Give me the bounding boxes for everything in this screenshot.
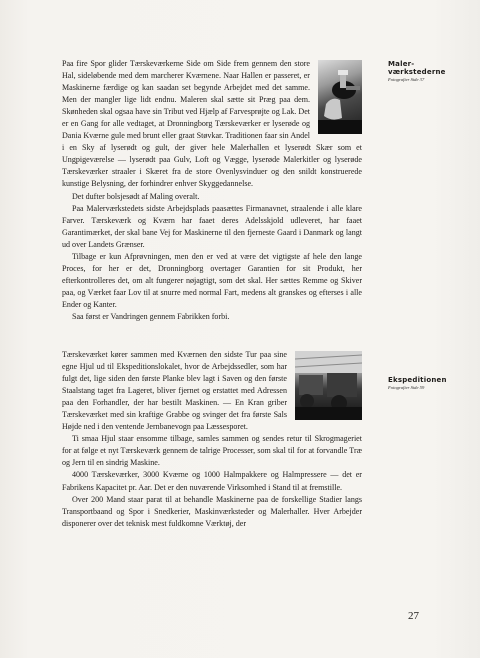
paragraph: Tærskeværket kører sammen med Kværnen den sidste Tur paa sine egne Hjul ud til Ekspeditionslokalet, hvor de Arbejdssedler, som har fulgt det, lige siden den første Planke blev lagt i Saven og den første Staalstang taget fra Lageret, bliver fjernet og erstattet med Adressen paa den Forhandler, der har bestilt Maskinen. — En Kran griber Tærskeværket med sin kraftige Grabbe og svinger det fra første Sals Højde ned i den ventende Jernbanevogn paa Læssesporet. — [62, 350, 287, 432]
text-block-expedition — [62, 349, 362, 530]
sidebar-title-line: Maler- — [388, 60, 415, 68]
sidebar-heading-expedition — [388, 376, 478, 391]
page-number: 27 — [408, 610, 419, 622]
sidebar-title — [388, 60, 478, 76]
sidebar-title — [388, 376, 478, 384]
paragraph: Over 200 Mand staar parat til at behandle Maskinerne paa de forskellige Stadier langs Transportbaand og Spor i Snedkerier, Maskinværksteder og Malerhaller. Hver Arbejder disponerer over det teknisk mest fuldkomne Værktøj, der — [62, 494, 362, 528]
hall-machinery-icon — [295, 351, 362, 420]
paragraph: Tilbage er kun Afprøvningen, men den er ved at være det vigtigste af hele den lange Proces, for her er det, Dronningborg overtager Garantien for sit Produkt, her efterkontrolleres det, om alt fungerer nøjagtigt, som det skal. Her sættes Remme og Skiver paa, og Værket faar Lov til at snurre med normal Fart, medens alt granskes og efterses i alle Ender og Kanter. — [62, 251, 362, 309]
sidebar-caption: Fotografier Side 59 — [388, 385, 425, 390]
paragraph: Paa Malerværkstedets sidste Arbejdsplads paasættes Firmanavnet, straalende i alle klare Farver. Tærskeværk og Kværn har faaet deres Adelsskjold udleveret, har faaet Garantimærket, der skal bane Vej for Maskinerne til den fjerneste Gaard i Danmark og langt ud over Landets Grænser. — [62, 203, 362, 249]
photo-expedition-hall — [295, 351, 362, 420]
paragraph: Saa først er Vandringen gennem Fabrikken forbi. — [72, 311, 230, 321]
text-block-painting — [62, 58, 362, 323]
sidebar-title-line: Ekspeditionen — [388, 376, 447, 384]
sidebar-caption: Fotografier Side 37 — [388, 77, 425, 82]
sidebar-title-line: værkstederne — [388, 68, 446, 76]
paragraph: Det dufter bolsjesødt af Maling overalt. — [72, 191, 200, 201]
paragraph: 4000 Tærskeværker, 3000 Kværne og 1000 Halmpakkere og Halmpressere — det er Fabrikens Kapacitet pr. Aar. Det er den nuværende Virksomhed i Stand til at fremstille. — [62, 470, 362, 492]
paragraph: Ti smaa Hjul staar ensomme tilbage, samles sammen og sendes retur til Skrogmageriet for at følge et nyt Tærskeværk gennem de talrige Processer, som skal til for at forvandle Træ og Jern til en sindrig Maskine. — [62, 434, 362, 468]
paragraph: Paa fire Spor glider Tærskeværkerne Side om Side frem gennem den store Hal, sideløbende med dem marcherer Kværnene. Naar Hallen er passeret, er Maskinerne færdige og kan saadan set begynde Arbejdet med det samme. Men der mangler lige lidt endnu. Maleren skal sætte sit Præg paa dem. Skønheden skal ogsaa have sin Tribut ved Hjælp af Farvesprøjte og Lak. Det er en Gang for alle vedtaget, at Dronningborg Tærskeværker er lyserøde og Dania Kværne gule med brunt eller graat Støvkar. Traditionen faar sin Andel i en Sky af lyserødt og gult, der giver hele Malerhallen et lyserødt Skær som et Ungpigeværelse — lyserødt paa Gulv, Loft og Vægge, lyserøde Malerkitler og lyserøde Tærskeværker straaler i Skæret fra de store Ovenlysvinduer og den snildt konstruerede kunstige Belysning, der forhindrer enhver Skyggedannelse. — [62, 59, 362, 189]
photo-worker-spray-painting — [318, 60, 362, 134]
spray-gun-icon — [318, 60, 362, 134]
sidebar-heading-painting — [388, 60, 478, 83]
